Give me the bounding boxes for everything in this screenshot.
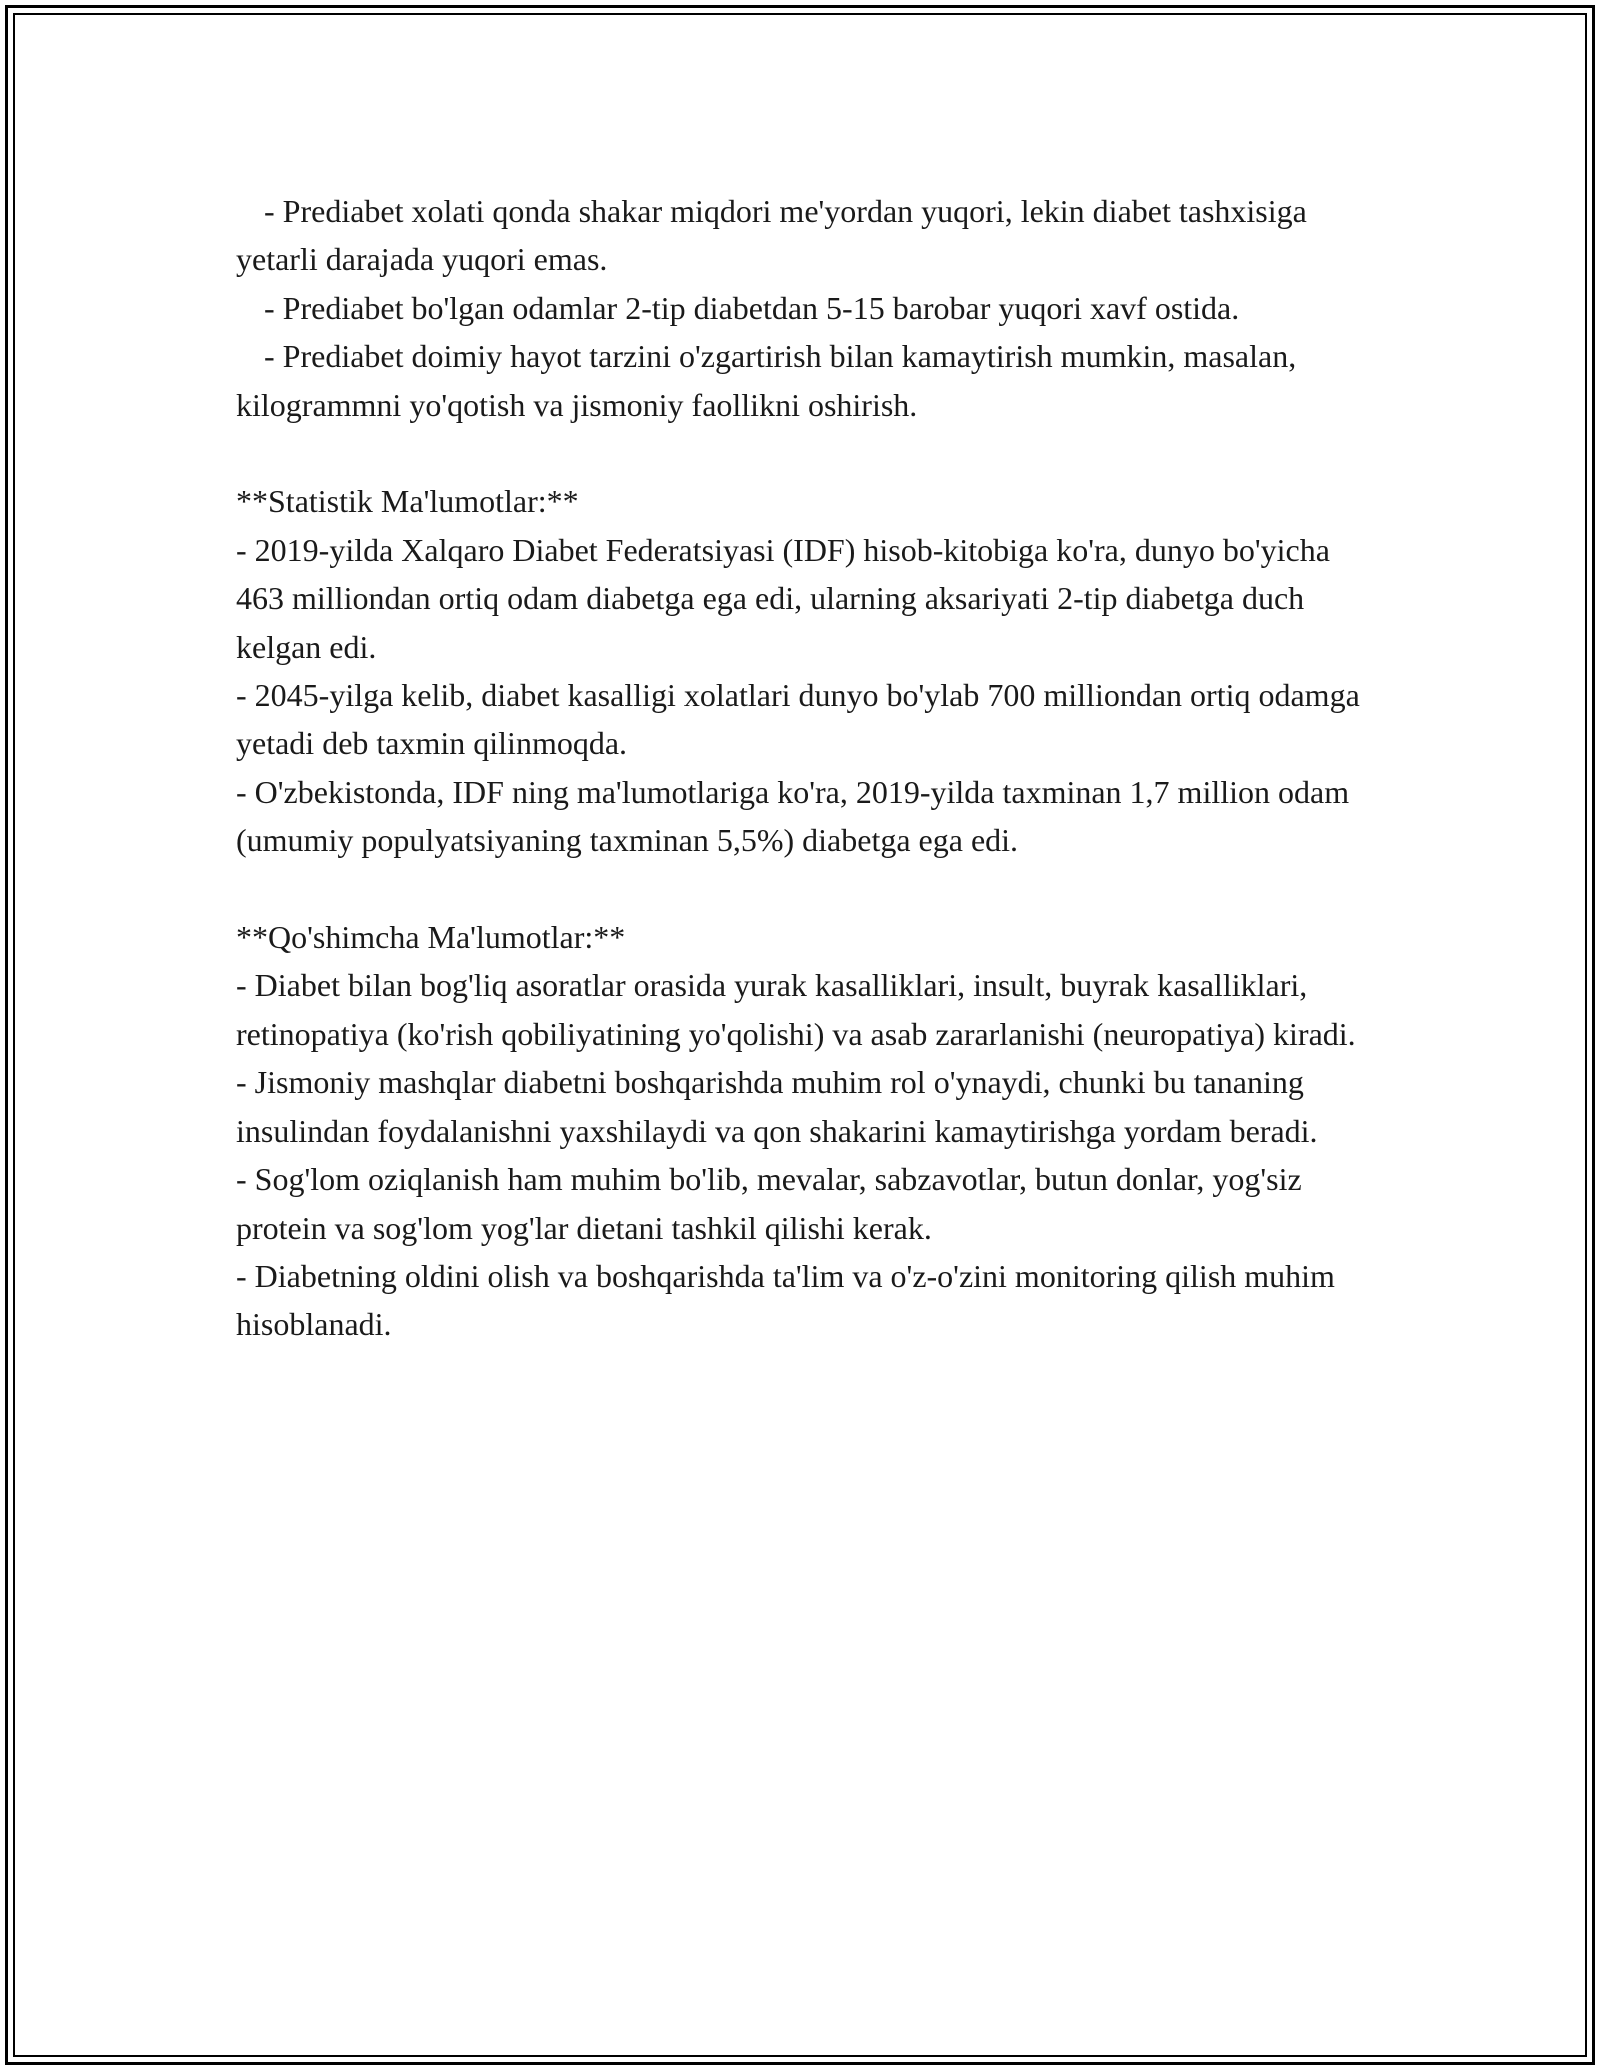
prediabetes-item: - Prediabet doimiy hayot tarzini o'zgartirish bilan kamaytirish mumkin, masalan, kilogrammni yo'qotish va jismoniy faollikni oshirish.	[236, 338, 1297, 423]
statistics-section	[236, 477, 1376, 864]
additional-item: - Jismoniy mashqlar diabetni boshqarishda muhim rol o'ynaydi, chunki bu tananing insulindan foydalanishni yaxshilaydi va qon shakarini kamaytirishga yordam beradi.	[236, 1064, 1318, 1149]
prediabetes-section	[236, 187, 1376, 429]
statistics-heading: **Statistik Ma'lumotlar:**	[236, 483, 579, 520]
additional-section	[236, 913, 1376, 1349]
statistics-item: - 2045-yilga kelib, diabet kasalligi xolatlari dunyo bo'ylab 700 milliondan ortiq odamga yetadi deb taxmin qilinmoqda.	[236, 677, 1360, 762]
prediabetes-item: - Prediabet bo'lgan odamlar 2-tip diabetdan 5-15 barobar yuqori xavf ostida.	[264, 289, 1240, 326]
additional-item: - Diabet bilan bog'liq asoratlar orasida yurak kasalliklari, insult, buyrak kasalliklari, retinopatiya (ko'rish qobiliyatining yo'qolishi) va asab zararlanishi (neuropatiya) kiradi.	[236, 967, 1356, 1052]
statistics-item: - O'zbekistonda, IDF ning ma'lumotlariga ko'ra, 2019-yilda taxminan 1,7 million odam (umumiy populyatsiyaning taxminan 5,5%) diabetga ega edi.	[236, 773, 1350, 859]
document-body	[236, 187, 1376, 1349]
prediabetes-item: - Prediabet xolati qonda shakar miqdori me'yordan yuqori, lekin diabet tashxisiga yetarli darajada yuqori emas.	[236, 193, 1307, 278]
paragraph-gap	[236, 429, 1376, 477]
paragraph-gap	[236, 865, 1376, 913]
additional-item: - Sog'lom oziqlanish ham muhim bo'lib, mevalar, sabzavotlar, butun donlar, yog'siz protein va sog'lom yog'lar dietani tashkil qilishi kerak.	[236, 1161, 1302, 1246]
statistics-item: - 2019-yilda Xalqaro Diabet Federatsiyasi (IDF) hisob-kitobiga ko'ra, dunyo bo'yicha 463 milliondan ortiq odam diabetga ega edi, ularning aksariyati 2-tip diabetga duch kelgan edi.	[236, 531, 1330, 665]
additional-item: - Diabetning oldini olish va boshqarishda ta'lim va o'z-o'zini monitoring qilish muhim hisoblanadi.	[236, 1257, 1335, 1343]
additional-heading: **Qo'shimcha Ma'lumotlar:**	[236, 919, 626, 956]
